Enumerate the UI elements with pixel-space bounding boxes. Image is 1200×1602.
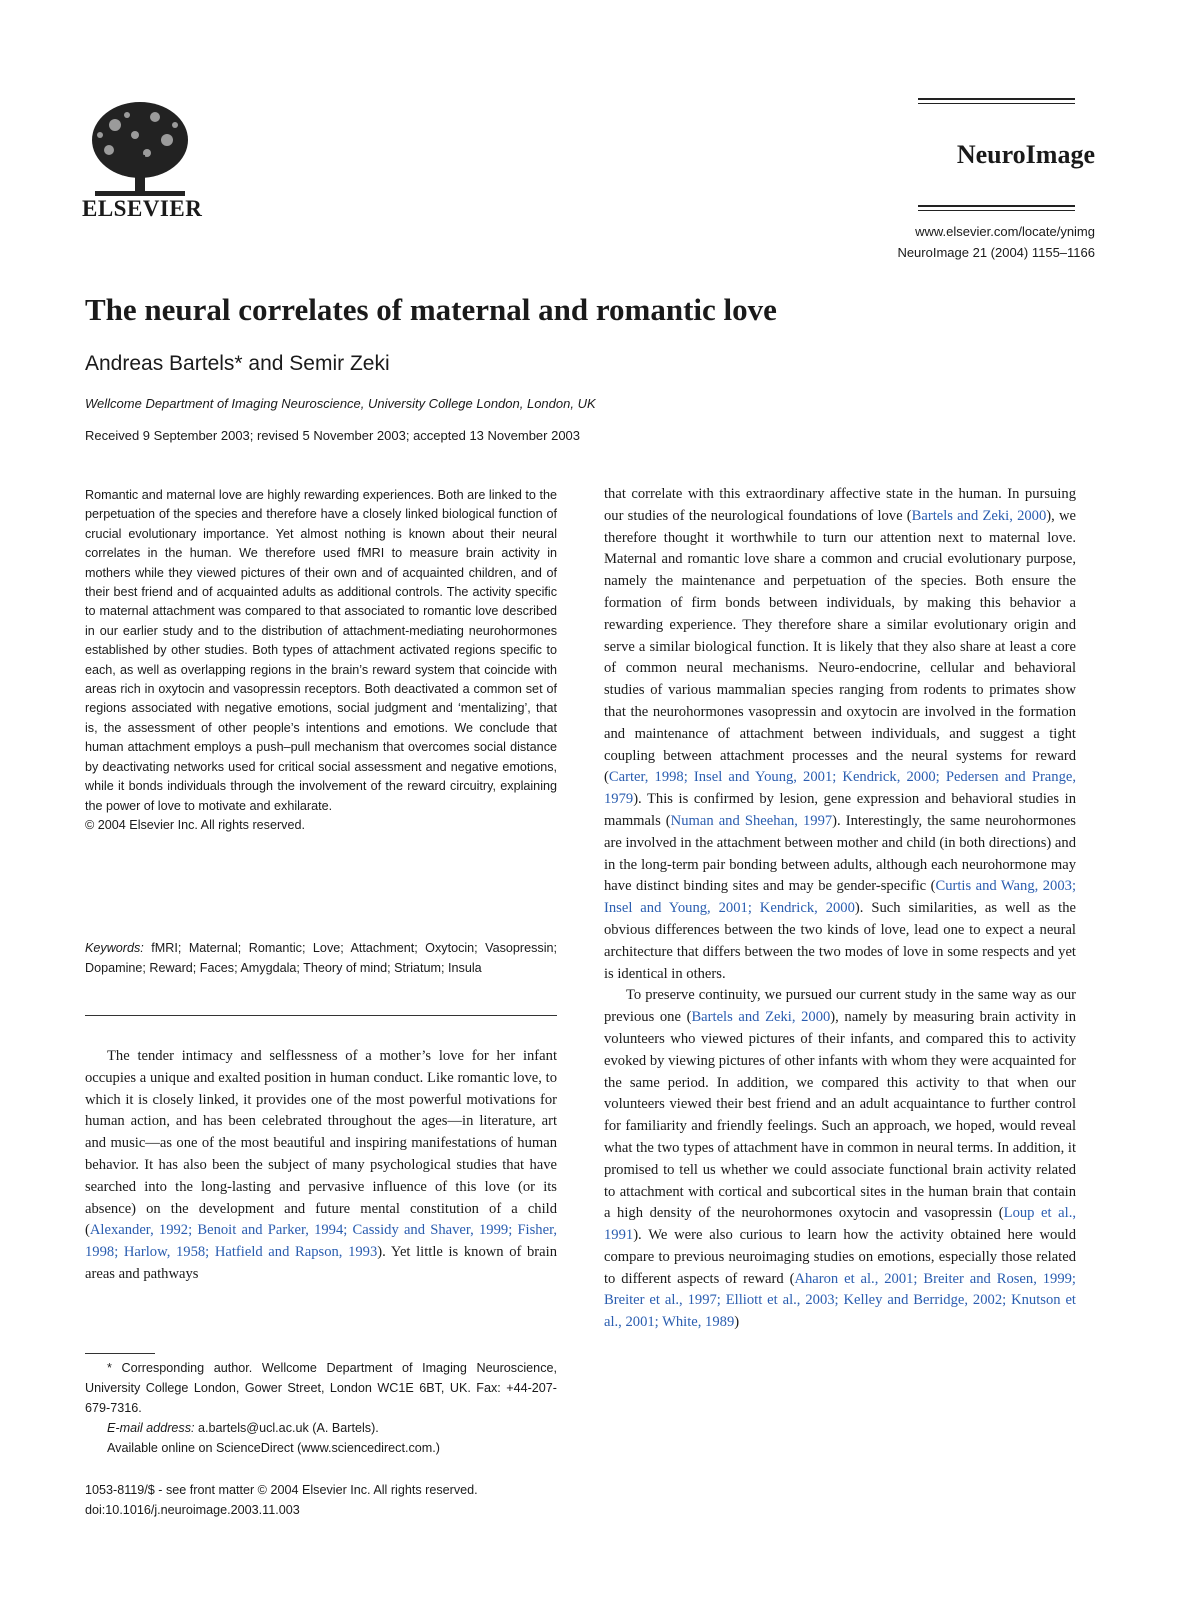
header-rule-bottom bbox=[918, 205, 1075, 207]
footnote bbox=[85, 1358, 557, 1458]
article-title: The neural correlates of maternal and romantic love bbox=[85, 292, 777, 327]
issn-line: 1053-8119/$ - see front matter © 2004 Elsevier Inc. All rights reserved. bbox=[85, 1483, 478, 1497]
abstract bbox=[85, 486, 557, 835]
text-run: ), we therefore thought it worthwhile to turn our attention next to maternal love. Maternal and romantic love share a common and crucial evolutionary purpose, namely the maintenance and perpetuation of the species. Both ensure the formation of firm bonds between individuals, by making this behavior a rewarding experience. They therefore share a similar evolutionary origin and serve a similar biological function. It is likely that they also share at least a core of common neural mechanisms. Neuro-endocrine, cellular and behavioral studies of various mammalian species ranging from rodents to primates show that the neurohormones vasopressin and oxytocin are involved in the formation and maintenance of attachment between individuals, and suggest a tight coupling between attachment processes and the neural systems for reward ( bbox=[604, 507, 1076, 786]
text-run: ), namely by measuring brain activity in volunteers who viewed pictures of their infants, and compared this to activity evoked by viewing pictures of other infants with whom they were acquainted for the same period. In addition, we compared this activity to that when our volunteers viewed their best friend and an adult acquaintance to further control for familiarity and friendly feelings. Such an approach, we hoped, would reveal what the two types of attachment have in common in neural terms. In addition, it promised to tell us whether we could associate functional brain activity related to attachment with cortical and subcortical sites in the human brain that contain a high density of the neurohormones oxytocin and vasopressin ( bbox=[604, 1009, 1076, 1222]
journal-citation: NeuroImage 21 (2004) 1155–1166 bbox=[897, 245, 1095, 260]
text-run: ). Such similarities, as well as the obvious differences between the two kinds of love, lead one to expect a neural architecture that differs between the two modes of love in some respects and yet is identical in others. bbox=[604, 900, 1076, 982]
text-run: ). Yet little is known of brain areas and pathways bbox=[85, 1244, 557, 1282]
article-dates: Received 9 September 2003; revised 5 November 2003; accepted 13 November 2003 bbox=[85, 428, 581, 443]
header-rule-bottom-2 bbox=[918, 210, 1075, 211]
email-address[interactable]: a.bartels@ucl.ac.uk (A. Bartels). bbox=[198, 1421, 379, 1435]
keywords bbox=[85, 938, 557, 978]
abstract-text: Romantic and maternal love are highly rewarding experiences. Both are linked to the perpetuation of the species and therefore have a closely linked biological function of crucial evolutionary importance. Yet almost nothing is known about their neural correlates in the human. We therefore used fMRI to measure brain activity in mothers while they viewed pictures of their own and of acquainted children, and of their best friend and of acquainted adults as additional controls. The activity specific to maternal attachment was compared to that associated to romantic love described in our earlier study and to the distribution of attachment-mediating neurohormones established by other studies. Both types of attachment activated regions specific to each, as well as overlapping regions in the brain’s reward system that coincide with areas rich in oxytocin and vasopressin receptors. Both deactivated a common set of regions associated with negative emotions, social judgment and ‘mentalizing’, that is, the assessment of other people’s intentions and emotions. We conclude that human attachment employs a push–pull mechanism that overcomes social distance by deactivating networks used for critical social assessment and negative emotions, while it bonds individuals through the involvement of the reward circuitry, explaining the power of love to motivate and exhilarate. bbox=[85, 488, 557, 813]
keywords-label: Keywords: bbox=[85, 941, 144, 955]
body-left-column bbox=[85, 1046, 557, 1286]
corresponding-author-note: * Corresponding author. Wellcome Department of Imaging Neuroscience, University College London, Gower Street, London WC1E 6BT, UK. Fax: +44-207-679-7316. bbox=[85, 1361, 557, 1415]
body-paragraph bbox=[604, 985, 1076, 1334]
header-rule-top bbox=[918, 98, 1075, 100]
text-run: The tender intimacy and selflessness of a mother’s love for her infant occupies a unique and exalted position in human conduct. Like romantic love, to which it is closely linked, it provides one of the most powerful motivations for human action, and has been celebrated throughout the ages—in literature, art and music—as one of the most beautiful and inspiring manifestations of human behavior. It has also been the subject of many psychological studies that have searched into the long-lasting and pervasive influence of this love (or its absence) on the development and future mental constitution of a child ( bbox=[85, 1048, 557, 1239]
doi-line[interactable]: doi:10.1016/j.neuroimage.2003.11.003 bbox=[85, 1503, 300, 1517]
body-right-column bbox=[604, 484, 1076, 1334]
citation-link[interactable]: Bartels and Zeki, 2000 bbox=[691, 1009, 831, 1026]
footnote-rule bbox=[85, 1353, 155, 1354]
citation-link[interactable]: Carter, 1998; Insel and Young, 2001; Kendrick, 2000; Pedersen and Prange, 1979 bbox=[604, 769, 1076, 808]
online-availability: Available online on ScienceDirect (www.sciencedirect.com.) bbox=[107, 1441, 440, 1455]
citation-link[interactable]: Numan and Sheehan, 1997 bbox=[670, 812, 833, 829]
article-authors: Andreas Bartels* and Semir Zeki bbox=[85, 352, 390, 375]
text-run: ). Interestingly, the same neurohormones are involved in the attachment between mother and child (in both directions) and in the long-term pair bonding between adults, although each neurohormone may have distinct binding sites and may be gender-specific ( bbox=[604, 812, 1076, 895]
article-affiliation: Wellcome Department of Imaging Neuroscience, University College London, London, UK bbox=[85, 396, 596, 411]
front-matter bbox=[85, 1480, 478, 1520]
journal-url[interactable]: www.elsevier.com/locate/ynimg bbox=[915, 224, 1095, 239]
keywords-list: fMRI; Maternal; Romantic; Love; Attachment; Oxytocin; Vasopressin; Dopamine; Reward; Faces; Amygdala; Theory of mind; Striatum; Insula bbox=[85, 941, 557, 975]
journal-name: NeuroImage bbox=[956, 140, 1095, 169]
citation-link[interactable]: Bartels and Zeki, 2000 bbox=[911, 507, 1047, 524]
abstract-copyright: © 2004 Elsevier Inc. All rights reserved. bbox=[85, 817, 305, 832]
citation-link[interactable]: Aharon et al., 2001; Breiter and Rosen, 1999; Breiter et al., 1997; Elliott et al., 2003; Kelley and Berridge, 2002; Knutson et al., 2001; White, 1989 bbox=[604, 1270, 1076, 1331]
text-run: that correlate with this extraordinary affective state in the human. In pursuing our studies of the neurological foundations of love ( bbox=[604, 486, 1076, 524]
text-run: To preserve continuity, we pursued our current study in the same way as our previous one ( bbox=[604, 987, 1076, 1026]
citation-link[interactable]: Curtis and Wang, 2003; Insel and Young, 2001; Kendrick, 2000 bbox=[604, 878, 1076, 917]
email-line bbox=[85, 1418, 557, 1438]
email-label: E-mail address: bbox=[107, 1421, 195, 1435]
body-paragraph bbox=[85, 1046, 557, 1286]
text-run: ). This is confirmed by lesion, gene expression and behavioral studies in mammals ( bbox=[604, 791, 1076, 829]
text-run: ) bbox=[734, 1314, 740, 1331]
abstract-separator bbox=[85, 1015, 557, 1016]
publisher-wordmark: ELSEVIER bbox=[82, 196, 203, 221]
citation-link[interactable]: Alexander, 1992; Benoit and Parker, 1994; Cassidy and Shaver, 1999; Fisher, 1998; Harlow, 1958; Hatfield and Rapson, 1993 bbox=[85, 1222, 557, 1261]
text-run: ). We were also curious to learn how the activity obtained here would compare to previous neuroimaging studies on emotions, especially those related to different aspects of reward ( bbox=[604, 1227, 1076, 1287]
header-rule-top-2 bbox=[918, 103, 1075, 104]
citation-link[interactable]: Loup et al., 1991 bbox=[604, 1205, 1076, 1244]
body-paragraph bbox=[604, 484, 1076, 985]
